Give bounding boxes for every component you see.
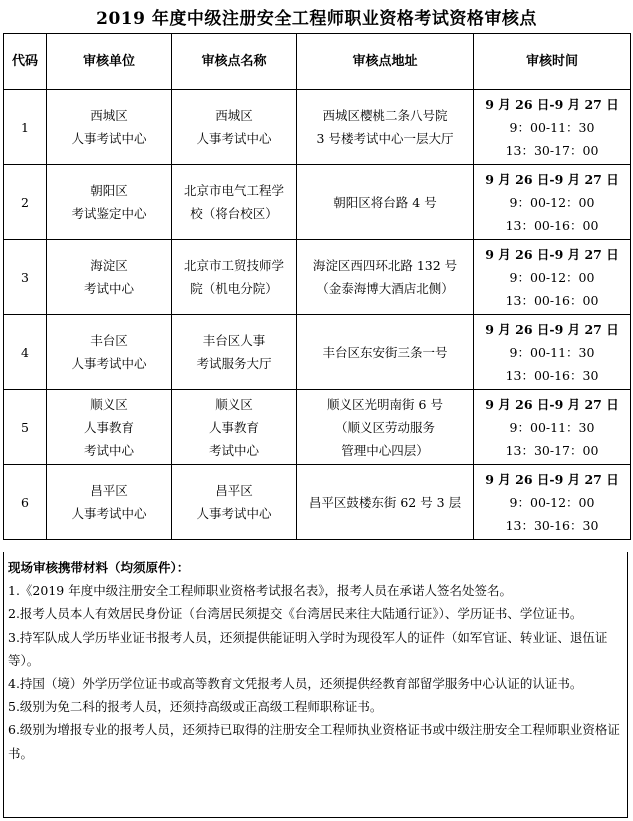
cell-time-line: 9：00-11：30 — [509, 344, 595, 360]
cell-unit — [47, 390, 172, 465]
cell-time — [474, 315, 631, 390]
time-date-range: 9 月 26 日-9 月 27 日 — [485, 96, 619, 112]
cell-point-name — [172, 315, 297, 390]
cell-unit-line: 考试中心 — [83, 442, 134, 458]
cell-time-line: 9：00-11：30 — [509, 119, 595, 135]
materials-notes — [3, 552, 628, 818]
cell-point-name-line: 院（机电分院） — [190, 281, 278, 296]
cell-point-name-line: 考试中心 — [208, 442, 259, 458]
cell-point-name — [172, 90, 297, 165]
cell-address-line: （金泰海博大酒店北侧） — [316, 281, 454, 296]
cell-point-name-line: 考试服务大厅 — [196, 356, 272, 371]
cell-address-line: 丰台区东安街三条一号 — [322, 344, 448, 360]
cell-unit — [47, 315, 172, 390]
time-date-range: 9 月 26 日-9 月 27 日 — [485, 321, 619, 337]
cell-time — [474, 90, 631, 165]
time-date-range: 9 月 26 日-9 月 27 日 — [485, 246, 619, 262]
notes-item: 2.报考人员本人有效居民身份证（台湾居民须提交《台湾居民来往大陆通行证》）、学历证书、学位证书。 — [8, 606, 583, 622]
cell-time — [474, 390, 631, 465]
cell-time-line: 13：30-16：30 — [505, 517, 599, 533]
cell-time-line: 9：00-12：00 — [509, 194, 595, 210]
cell-point-name — [172, 240, 297, 315]
cell-point-name-line: 人事考试中心 — [196, 506, 272, 521]
cell-code: 5 — [4, 390, 47, 465]
table-row — [4, 390, 631, 465]
notes-heading: 现场审核携带材料（均须原件）： — [8, 560, 190, 575]
cell-point-name — [172, 390, 297, 465]
cell-address — [297, 315, 474, 390]
cell-address — [297, 240, 474, 315]
audit-points-table — [3, 33, 631, 540]
cell-unit — [47, 240, 172, 315]
cell-address-line: 顺义区光明南街 6 号 — [327, 396, 443, 412]
time-date-range: 9 月 26 日-9 月 27 日 — [485, 171, 619, 187]
cell-time-line: 9：00-12：00 — [509, 269, 595, 285]
cell-time — [474, 240, 631, 315]
notes-item: 5.级别为免二科的报考人员，还须持高级或正高级工程师职称证书。 — [8, 699, 383, 715]
cell-address — [297, 165, 474, 240]
cell-address-line: 朝阳区将台路 4 号 — [333, 194, 437, 210]
cell-address-line: （顺义区劳动服务 — [334, 419, 435, 435]
cell-point-name-line: 人事教育 — [208, 419, 259, 435]
cell-address-line: 海淀区西四环北路 132 号 — [312, 258, 458, 273]
cell-time — [474, 165, 631, 240]
cell-address-line: 管理中心四层） — [341, 442, 429, 458]
cell-time-line: 13：00-16：00 — [505, 217, 599, 233]
cell-unit — [47, 465, 172, 540]
notes-item: 6.级别为增报专业的报考人员，还须持已取得的注册安全工程师执业资格证书或中级注册安全工程师职业资格证书。 — [8, 722, 620, 761]
page-title: 2019 年度中级注册安全工程师职业资格考试资格审核点 — [96, 9, 537, 29]
cell-time-line: 13：00-16：00 — [505, 292, 599, 308]
cell-time-line: 13：30-17：00 — [505, 142, 599, 158]
cell-code: 1 — [4, 90, 47, 165]
cell-code: 4 — [4, 315, 47, 390]
cell-unit — [47, 90, 172, 165]
time-date-range: 9 月 26 日-9 月 27 日 — [485, 471, 619, 487]
notes-list — [8, 579, 621, 765]
cell-unit-line: 昌平区 — [90, 483, 128, 498]
cell-point-name — [172, 465, 297, 540]
cell-point-name-line: 西城区 — [215, 108, 253, 123]
cell-point-name-line: 北京市电气工程学 — [183, 183, 284, 198]
cell-code: 6 — [4, 465, 47, 540]
table-row — [4, 165, 631, 240]
cell-point-name-line: 人事考试中心 — [196, 131, 272, 146]
cell-point-name-line: 顺义区 — [215, 396, 253, 412]
cell-unit-line: 朝阳区 — [90, 183, 128, 198]
header-point-name: 审核点名称 — [172, 34, 297, 90]
cell-address-line: 西城区樱桃二条八号院 — [322, 108, 448, 123]
cell-unit-line: 考试中心 — [83, 281, 134, 296]
cell-point-name-line: 昌平区 — [215, 483, 253, 498]
cell-time-line: 9：00-11：30 — [509, 419, 595, 435]
header-time: 审核时间 — [474, 34, 631, 90]
cell-address-line: 3 号楼考试中心一层大厅 — [316, 131, 454, 146]
notes-item: 1.《2019 年度中级注册安全工程师职业资格考试报名表》，报考人员在承诺人签名处签名。 — [8, 583, 512, 599]
time-date-range: 9 月 26 日-9 月 27 日 — [485, 396, 619, 412]
cell-unit-line: 人事教育 — [83, 419, 134, 435]
cell-unit-line: 人事考试中心 — [71, 356, 147, 371]
cell-code: 3 — [4, 240, 47, 315]
table-row — [4, 90, 631, 165]
cell-address — [297, 390, 474, 465]
cell-address-line: 昌平区鼓楼东街 62 号 3 层 — [308, 494, 462, 510]
header-code: 代码 — [4, 34, 47, 90]
notes-item: 4.持国（境）外学历学位证书或高等教育文凭报考人员，还须提供经教育部留学服务中心认证的认证书。 — [8, 676, 583, 692]
cell-point-name-line: 北京市工贸技师学 — [183, 258, 284, 273]
cell-unit — [47, 165, 172, 240]
cell-unit-line: 顺义区 — [90, 396, 128, 412]
cell-unit-line: 丰台区 — [90, 333, 128, 348]
cell-unit-line: 人事考试中心 — [71, 131, 147, 146]
cell-unit-line: 考试鉴定中心 — [71, 206, 147, 221]
notes-item: 3.持军队成人学历毕业证书报考人员，还须提供能证明入学时为现役军人的证件（如军官证、转业证、退伍证等）。 — [8, 629, 608, 668]
table-body — [4, 90, 631, 540]
cell-point-name-line: 丰台区人事 — [202, 333, 266, 348]
table-row — [4, 315, 631, 390]
cell-time — [474, 465, 631, 540]
cell-address — [297, 90, 474, 165]
cell-time-line: 9：00-12：00 — [509, 494, 595, 510]
header-unit: 审核单位 — [47, 34, 172, 90]
cell-time-line: 13：30-17：00 — [505, 442, 599, 458]
header-address: 审核点地址 — [297, 34, 474, 90]
cell-point-name — [172, 165, 297, 240]
cell-unit-line: 海淀区 — [90, 258, 128, 273]
cell-code: 2 — [4, 165, 47, 240]
cell-unit-line: 西城区 — [90, 108, 128, 123]
table-header-row — [4, 34, 631, 90]
cell-address — [297, 465, 474, 540]
cell-unit-line: 人事考试中心 — [71, 506, 147, 521]
table-row — [4, 240, 631, 315]
cell-time-line: 13：00-16：30 — [505, 367, 599, 383]
table-row — [4, 465, 631, 540]
cell-point-name-line: 校（将台校区） — [190, 206, 278, 221]
